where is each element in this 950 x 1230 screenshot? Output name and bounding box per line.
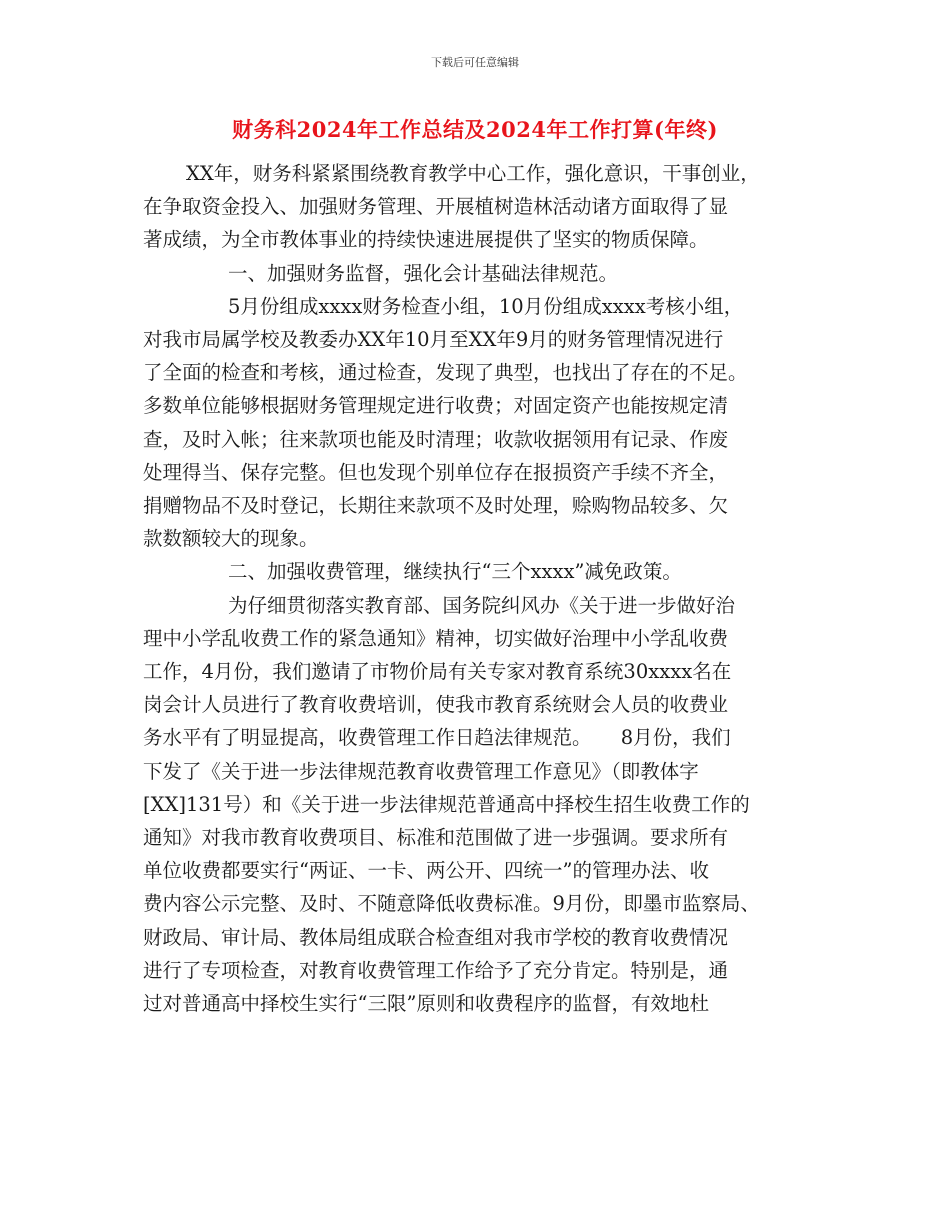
body-text-line: 捐赠物品不及时登记，长期往来款项不及时处理，赊购物品较多、欠 <box>143 494 729 517</box>
document-title: 财务科2024年工作总结及2024年工作打算(年终) <box>232 117 718 142</box>
body-text-line: 处理得当、保存完整。但也发现个别单位存在报损资产手续不齐全， <box>143 460 729 484</box>
body-text-line: 理中小学乱收费工作的紧急通知》精神，切实做好治理中小学乱收费 <box>143 626 729 650</box>
body-text-line: 著成绩，为全市教体事业的持续快速进展提供了坚实的物质保障。 <box>143 228 709 252</box>
body-text-line: 财政局、审计局、教体局组成联合检查组对我市学校的教育收费情况 <box>143 925 729 949</box>
body-text-line: 一、加强财务监督，强化会计基础法律规范。 <box>228 261 619 285</box>
body-text-line: 二、加强收费管理，继续执行“三个xxxx”减免政策。 <box>228 560 682 584</box>
body-text-line: 在争取资金投入、加强财务管理、开展植树造林活动诸方面取得了显 <box>143 195 729 219</box>
body-text-line: 查，及时入帐；往来款项也能及时清理；收款收据领用有记录、作废 <box>143 427 729 451</box>
body-text-line: [XX]131号）和《关于进一步法律规范普通高中择校生招生收费工作的 <box>143 792 750 816</box>
body-text-line: 多数单位能够根据财务管理规定进行收费；对固定资产也能按规定清 <box>143 394 729 418</box>
body-text-line: 单位收费都要实行“两证、一卡、两公开、四统一”的管理办法、收 <box>143 859 709 883</box>
body-text-line: 对我市局属学校及教委办XX年10月至XX年9月的财务管理情况进行 <box>143 328 724 351</box>
body-text-line: 了全面的检查和考核，通过检查，发现了典型，也找出了存在的不足。 <box>143 361 748 385</box>
body-text-line: 过对普通高中择校生实行“三限”原则和收费程序的监督，有效地杜 <box>143 992 709 1015</box>
header-note: 下载后可任意编辑 <box>431 56 519 69</box>
body-text-line: 通知》对我市教育收费项目、标准和范围做了进一步强调。要求所有 <box>143 826 729 849</box>
body-text-line: 进行了专项检查，对教育收费管理工作给予了充分肯定。特别是，通 <box>143 958 729 982</box>
body-text-line: 岗会计人员进行了教育收费培训，使我市教育系统财会人员的收费业 <box>143 693 729 717</box>
body-text-line: 5月份组成xxxx财务检查小组，10月份组成xxxx考核小组， <box>228 294 744 318</box>
body-text-line: 下发了《关于进一步法律规范教育收费管理工作意见》（即教体字 <box>143 759 699 783</box>
body-text-line: 务水平有了明显提高，收费管理工作日趋法律规范。 8月份，我们 <box>143 726 731 750</box>
body-text-line: 费内容公示完整、及时、不随意降低收费标准。9月份，即墨市监察局、 <box>143 892 760 916</box>
body-text-line: 为仔细贯彻落实教育部、国务院纠风办《关于进一步做好治 <box>228 593 736 617</box>
body-text-line: 工作，4月份，我们邀请了市物价局有关专家对教育系统30xxxx名在 <box>143 660 732 683</box>
body-text-line: 款数额较大的现象。 <box>143 527 319 551</box>
body-text-line: XX年，财务科紧紧围绕教育教学中心工作，强化意识，干事创业， <box>186 162 760 185</box>
